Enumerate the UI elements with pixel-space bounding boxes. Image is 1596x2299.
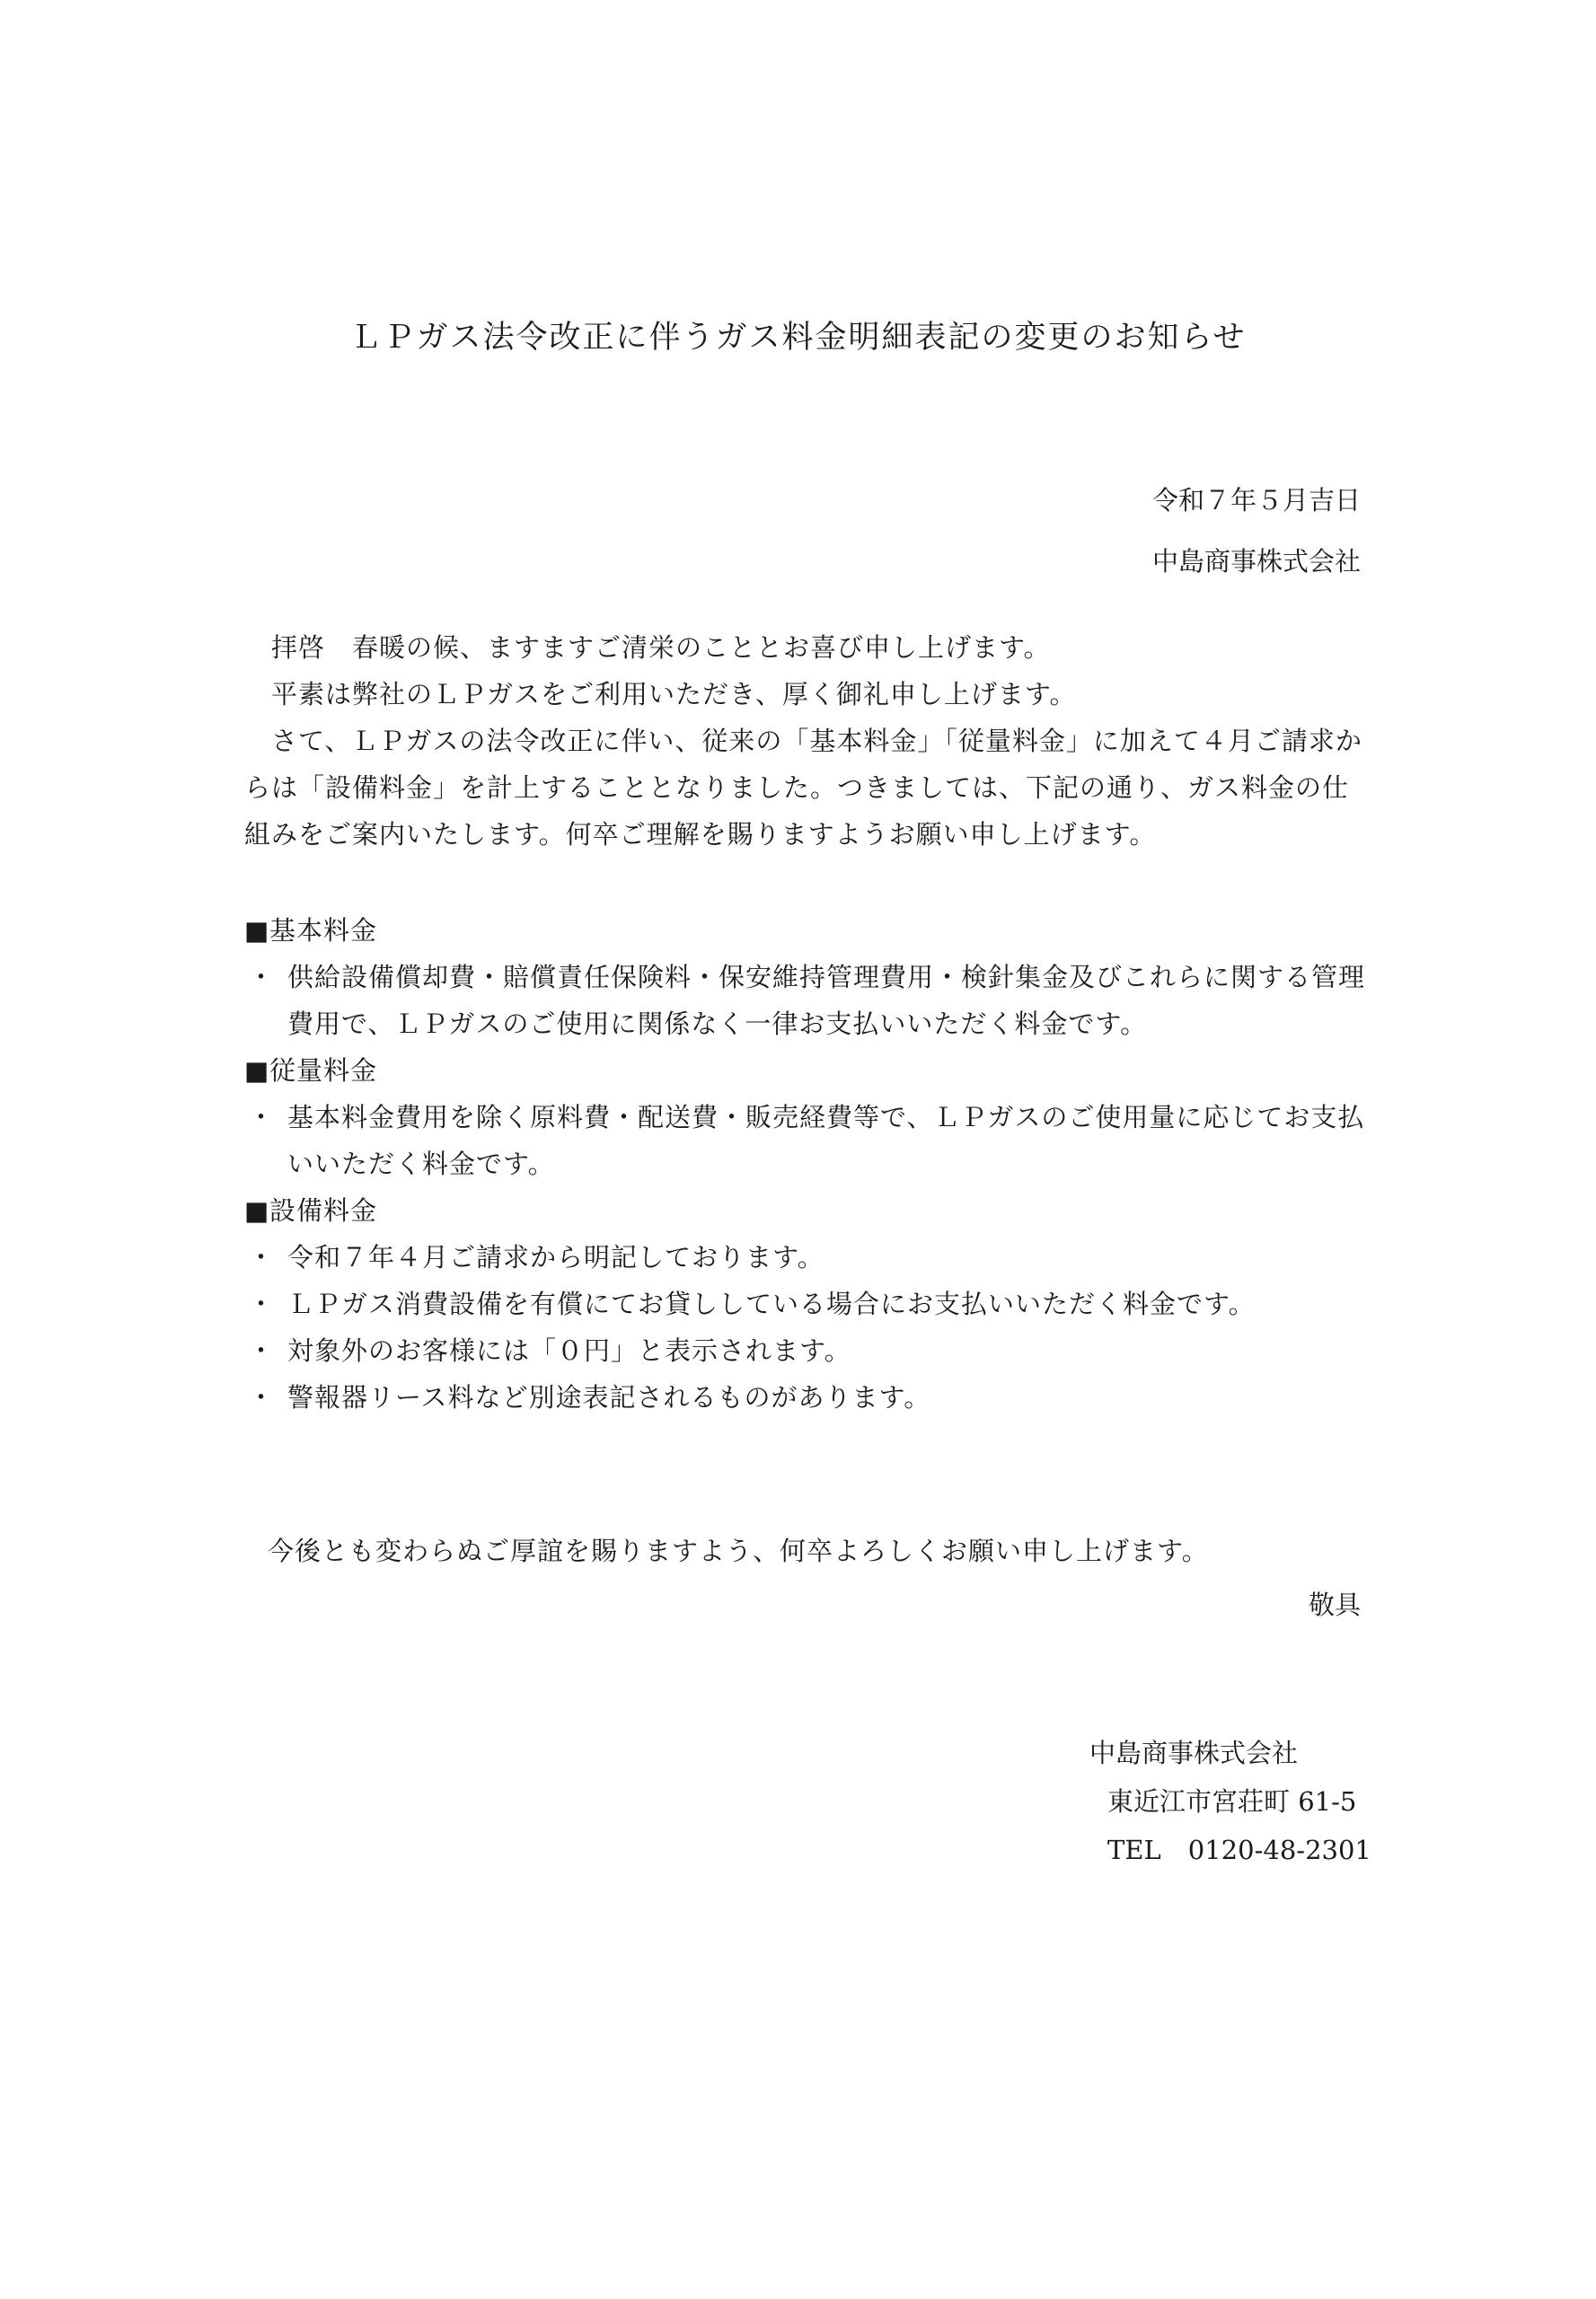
sender-block [1089,1729,1371,1874]
section-heading-equipment-fee: ■設備料金 [244,1187,1367,1234]
bullet-icon: ・ [248,962,276,992]
list-item: ・ 対象外のお客様には「０円」と表示されます。 [244,1327,1367,1374]
signoff: 敬具 [1308,1590,1361,1620]
list-item: ・ 供給設備償却費・賠償責任保険料・保安維持管理費用・検針集金及びこれらに関する管理費用で、ＬＰガスのご使用に関係なく一律お支払いいただく料金です。 [244,954,1367,1047]
bullet-icon: ・ [248,1335,276,1366]
letter-body [244,624,1367,858]
tel-label: TEL [1107,1835,1161,1865]
list-item: ・ 警報器リース料など別途表記されるものがあります。 [244,1374,1367,1421]
bullet-icon: ・ [248,1382,276,1413]
thanks-paragraph: 平素は弊社のＬＰガスをご利用いただき、厚く御礼申し上げます。 [271,679,1077,709]
list-item: ・ ＬＰガス消費設備を有償にてお貸ししている場合にお支払いいただく料金です。 [244,1281,1367,1327]
sender-company: 中島商事株式会社 [1089,1738,1299,1768]
square-marker-icon: ■ [244,1055,270,1086]
bullet-icon: ・ [248,1242,276,1273]
bullet-icon: ・ [248,1289,276,1319]
bullet-icon: ・ [248,1102,276,1132]
fee-sections [244,907,1367,1421]
list-item: ・ 基本料金費用を除く原料費・配送費・販売経費等で、ＬＰガスのご使用量に応じてお支払いいただく料金です。 [244,1094,1367,1187]
section-heading-usage-fee: ■従量料金 [244,1047,1367,1094]
list-item: ・ 令和７年４月ご請求から明記しております。 [244,1234,1367,1281]
document-title: ＬＰガス法令改正に伴うガス料金明細表記の変更のお知らせ [349,320,1247,356]
section-heading-basic-fee: ■基本料金 [244,907,1367,954]
greeting-paragraph: 拝啓 春暖の候、ますますご清栄のこととお喜び申し上げます。 [271,632,1051,663]
square-marker-icon: ■ [244,915,270,946]
square-marker-icon: ■ [244,1195,270,1226]
notice-paragraph: さて、ＬＰガスの法令改正に伴い、従来の「基本料金」「従量料金」に加えて４月ご請求からは「設備料金」を計上することとなりました。つきましては、下記の通り、ガス料金の仕組みをご案内いたします。何卒ご理解を賜りますようお願い申し上げます。 [244,726,1362,850]
closing-remark: 今後とも変わらぬご厚誼を賜りますよう、何卒よろしくお願い申し上げます。 [268,1536,1209,1566]
sender-address: 東近江市宮荘町 61-5 [1107,1786,1357,1817]
issue-date: 令和７年５月吉日 [1151,485,1361,515]
tel-number: 0120-48-2301 [1187,1835,1371,1865]
company-header: 中島商事株式会社 [1151,546,1361,577]
sender-phone [1089,1826,1371,1874]
